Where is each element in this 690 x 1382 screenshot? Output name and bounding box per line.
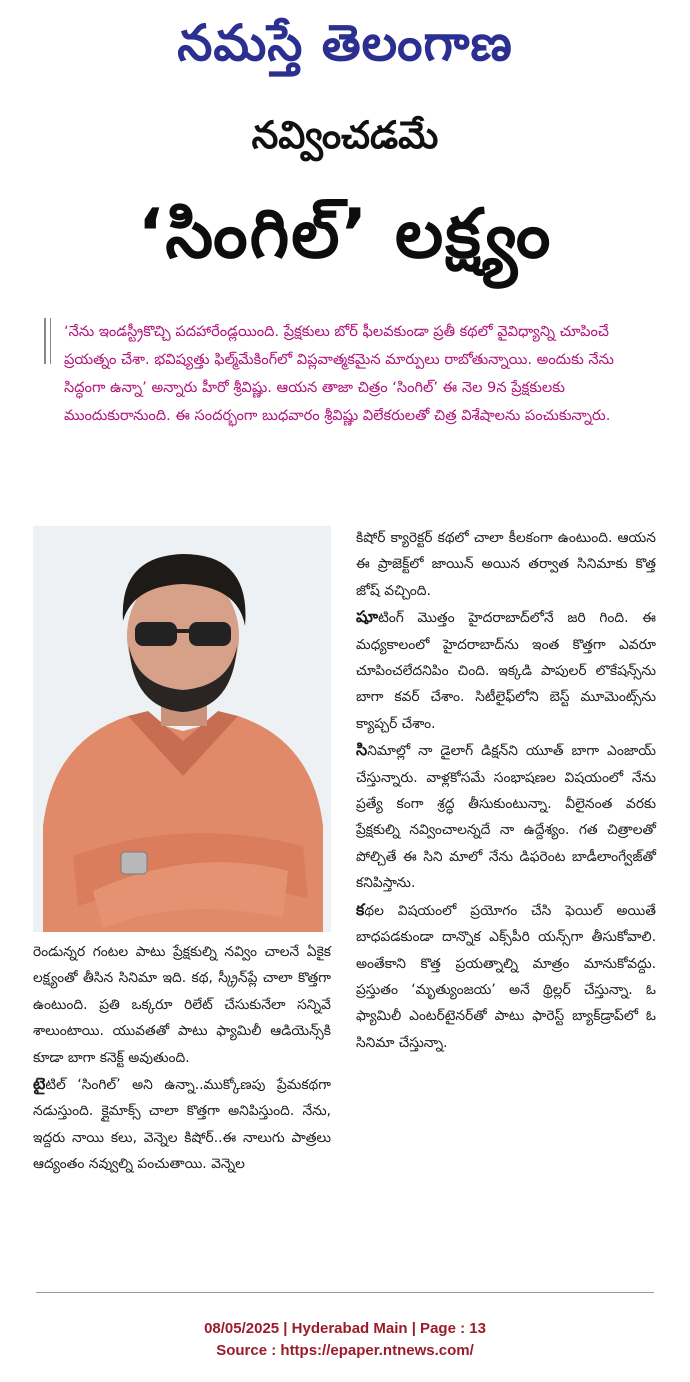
para-text: నిమాల్లో నా డైలాగ్ డిక్షన్‌ని యూత్ బాగా ఎంజాయ్ చేస్తున్నారు. వాళ్లకోసమే సంభాషణల విషయంలో నేను ప్రత్యే కంగా శ్రద్ధ తీసుకుంటున్నా. వీలైనంత వరకు ప్రేక్షకుల్ని నవ్వించాలన్నదే నా ఉద్దేశ్యం. గత చిత్రాలతో పోల్చితే ఈ సిని మాలో నేను డిఫరెంట బాడీలాంగ్వేజ్‌తో కనిపిస్తాను.	[356, 743, 656, 892]
footer-divider	[36, 1292, 654, 1293]
left-para-2	[33, 1071, 331, 1178]
footer-source-link[interactable]: Source : https://epaper.ntnews.com/	[216, 1342, 474, 1359]
drop-lead: క	[356, 899, 365, 919]
drop-lead: టై	[33, 1074, 46, 1094]
para-text: టిల్ ‘సింగిల్’ అని ఉన్నా..ముక్కోణపు ప్రేమకథగా నడుస్తుంది. క్లైమాక్స్ చాలా కొత్తగా అనిపిస్తుంది. నేను, ఇద్దరు నాయి కలు, వెన్నెల కిషోర్..ఈ నాలుగు పాత్రలు ఆద్యంతం నవ్వుల్ని పంచుతాయి. వెన్నెల	[33, 1077, 331, 1173]
intro-paragraph: ‘నేను ఇండస్ట్రీకొచ్చి పదహారేండ్లయింది. ప్రేక్షకులు బోర్ ఫీలవకుండా ప్రతీ కథలో వైవిధ్యాన్ని చూపించే ప్రయత్నం చేశా. భవిష్యత్తు ఫిల్మ్‌మేకింగ్‌లో విప్లవాత్మకమైన మార్పులు రాబోతున్నాయి. అందుకు నేను సిద్ధంగా ఉన్నా’ అన్నారు హీరో శ్రీవిష్ణు. ఆయన తాజా చిత్రం ‘సింగిల్’ ఈ నెల 9న ప్రేక్షకులకు ముందుకురానుంది. ఈ సందర్భంగా బుధవారం శ్రీవిష్ణు విలేకరులతో చిత్ర విశేషాలను పంచుకున్నారు.	[64, 323, 614, 424]
right-para-2	[356, 604, 656, 737]
right-para-3	[356, 737, 656, 896]
para-text: టింగ్ మొత్తం హైదరాబాద్‌లోనే జరి గింది. ఈ మధ్యకాలంలో హైదరాబాద్‌ను ఇంత కొత్తగా ఎవరూ చూపించలేదనిపిం చింది. ఇక్కడి పాపులర్ లొకేషన్స్‌ను బాగా కవర్ చేశాం. సిటీలైఫ్‌లోని బెస్ట్ మూమెంట్స్‌ను క్యాప్చర్ చేశాం.	[356, 610, 656, 732]
headline-line-1: నవ్వించడమే	[251, 113, 439, 157]
article-left-column	[33, 938, 331, 1178]
footer-date-edition: 08/05/2025 | Hyderabad Main | Page : 13	[204, 1320, 486, 1337]
right-para-4	[356, 897, 656, 1056]
actor-portrait-image	[33, 526, 331, 932]
left-para-1	[33, 938, 331, 1071]
headline-line-2: ‘సింగిల్’ లక్ష్యం	[137, 195, 553, 274]
para-text: థల విషయంలో ప్రయోగం చేసి ఫెయిల్ అయితే బాధపడకుండా దాన్నొక ఎక్స్‌పీరి యన్స్‌గా తీసుకోవాలి. అంతేకాని కొత్త ప్రయత్నాల్ని మాత్రం మానుకోవద్దు. ప్రస్తుతం ‘మృత్యుంజయ’ అనే థ్రిల్లర్ చేస్తున్నా. ఓ ఫ్యామిలీ ఎంటర్‌టైనర్‌తో పాటు ఫారెస్ట్ బ్యాక్‌డ్రాప్‌లో ఓ సినిమా చేస్తున్నా.	[356, 902, 656, 1051]
para-text: కిషోర్ క్యారెక్టర్ కథలో చాలా కీలకంగా ఉంటుంది. ఆయన ఈ ప్రాజెక్ట్‌లో జాయిన్ అయిన తర్వాత సినిమాకు కొత్త జోష్ వచ్చింది.	[356, 530, 656, 599]
para-text: రెండున్నర గంటల పాటు ప్రేక్షకుల్ని నవ్విం చాలనే ఏకైక లక్ష్యంతో తీసిన సినిమా ఇది. కథ, స్క్రీన్‌ప్లే చాలా కొత్తగా ఉంటుంది. ప్రతి ఒక్కరూ రిలేట్ చేసుకునేలా సన్నివే శాలుంటాయి. యువతతో పాటు ఫ్యామిలీ ఆడియెన్స్‌కి కూడా బాగా కనెక్ట్ అవుతుంది.	[33, 944, 331, 1066]
page-footer	[0, 1318, 690, 1362]
hero-photo	[33, 526, 331, 932]
drop-lead: షూ	[356, 607, 379, 627]
drop-lead: సి	[356, 740, 368, 760]
intro-quote-rule	[44, 318, 51, 364]
newspaper-masthead: నమస్తే తెలంగాణ	[177, 13, 513, 72]
article-right-column	[356, 524, 656, 1056]
right-para-1	[356, 524, 656, 604]
